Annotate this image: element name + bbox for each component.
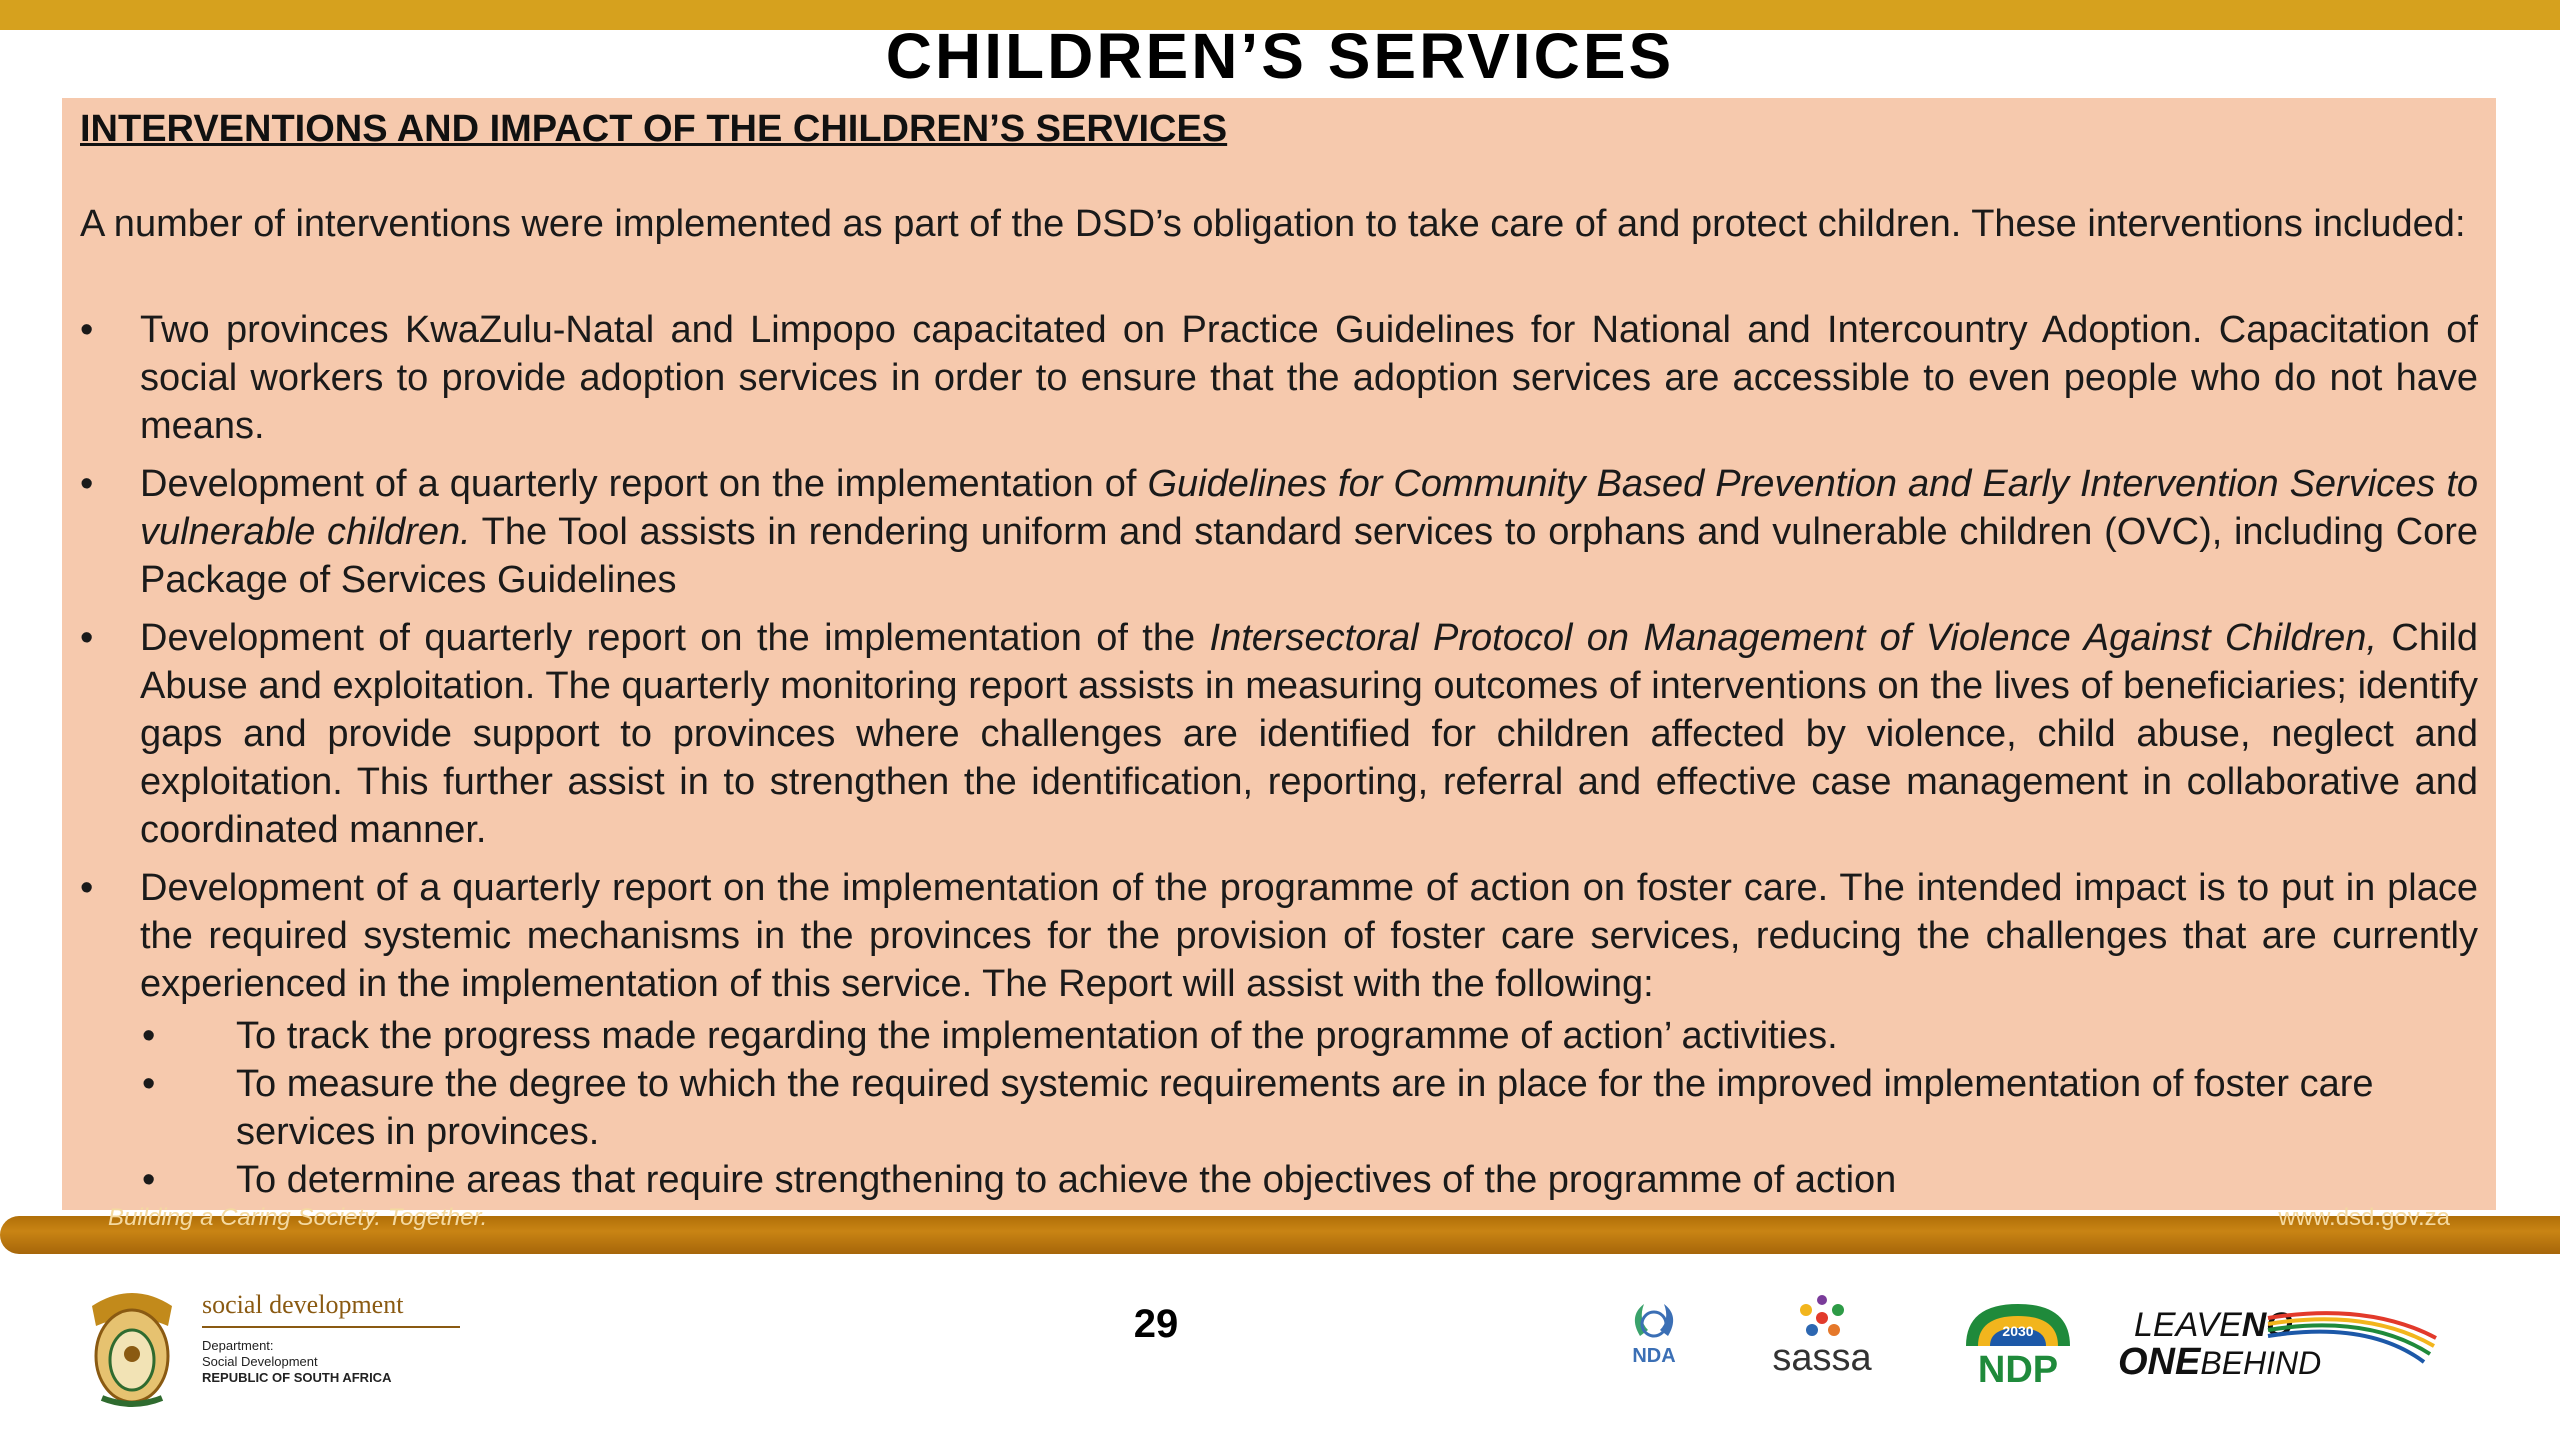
bullet-text-pre: Development of a quarterly report on the implementation of bbox=[140, 463, 1148, 505]
page-number: 29 bbox=[1133, 1302, 1179, 1346]
bullet-text: Two provinces KwaZulu-Natal and Limpopo capacitated on Practice Guidelines for National and Intercountry Adoption. Capacitation of social workers to provide adoption services in order to ensure that the adoption services are accessible to even people who do not have means. bbox=[140, 309, 2478, 447]
slide-title: CHILDREN’S SERVICES bbox=[885, 20, 1675, 92]
bullet-text: Development of a quarterly report on the implementation of the programme of action on foster care. The intended impact is to put in place the required systemic mechanisms in the provinces for the provision of foster care services, reducing the challenges that are currently experienced in the implementation of this service. The Report will assist with the following: bbox=[140, 867, 2478, 1005]
nda-label: NDA bbox=[1632, 1345, 1676, 1367]
bullet-item-adoption bbox=[80, 306, 2478, 450]
bullet-marker: • bbox=[80, 617, 94, 659]
sub-bullet-text: To determine areas that require strengthening to achieve the objectives of the programme of action bbox=[236, 1159, 1897, 1201]
sub-bullet-text: To track the progress made regarding the implementation of the programme of action’ activities. bbox=[236, 1015, 1838, 1057]
ndp-logo-icon bbox=[1956, 1296, 2080, 1388]
sub-bullet-text: To measure the degree to which the required systemic requirements are in place for the improved implementation of foster care services in provinces. bbox=[236, 1063, 2374, 1153]
bullet-text-post: The Tool assists in rendering uniform and standard services to orphans and vulnerable children (OVC), including Core Package of Services Guidelines bbox=[140, 511, 2478, 601]
footer-url[interactable]: www.dsd.gov.za bbox=[2278, 1204, 2450, 1231]
bullet-text-pre: Development of quarterly report on the implementation of the bbox=[140, 617, 1210, 659]
section-heading: INTERVENTIONS AND IMPACT OF THE CHILDREN’S SERVICES bbox=[80, 108, 1228, 150]
leave-no-one-behind-logo-icon bbox=[2118, 1300, 2448, 1380]
dept-line-3: REPUBLIC OF SOUTH AFRICA bbox=[202, 1370, 392, 1385]
nda-logo-icon bbox=[1618, 1296, 1690, 1396]
sub-bullet-marker: • bbox=[142, 1063, 156, 1105]
dept-line-1: Department: bbox=[202, 1338, 274, 1353]
bullet-text-post: Child Abuse and exploitation. The quarterly monitoring report assists in measuring outcomes of interventions on the lives of beneficiaries; identify gaps and provide support to provinces where challenges are identified for children affected by violence, child abuse, neglect and exploitation. This further assist in to strengthen the identification, reporting, referral and effective case management in collaborative and coordinated manner. bbox=[140, 617, 2478, 851]
one-word: ONE bbox=[2118, 1341, 2201, 1380]
dept-line-2: Social Development bbox=[202, 1354, 318, 1369]
sub-bullet-list bbox=[140, 1012, 2478, 1204]
sassa-label: sassa bbox=[1772, 1337, 1872, 1379]
footer-slogan: Building a Caring Society. Together. bbox=[108, 1204, 488, 1231]
behind-word: BEHIND bbox=[2200, 1345, 2322, 1380]
sassa-logo-icon bbox=[1750, 1290, 1895, 1390]
department-name: social development bbox=[202, 1290, 404, 1319]
sub-bullet-item bbox=[140, 1012, 2478, 1060]
bullet-text-italic: Intersectoral Protocol on Management of Violence Against Children, bbox=[1209, 617, 2377, 659]
bullet-item-violence-protocol bbox=[80, 614, 2478, 854]
svg-text:ONEBEHIND bbox=[2118, 1341, 2321, 1380]
bullet-list bbox=[80, 306, 2478, 1214]
bullet-marker: • bbox=[80, 463, 94, 505]
no-word: NO bbox=[2241, 1306, 2293, 1344]
intro-paragraph: A number of interventions were implemented as part of the DSD’s obligation to take care of and protect children. These interventions included: bbox=[80, 203, 2466, 245]
ndp-year: 2030 bbox=[2002, 1323, 2034, 1339]
bullet-marker: • bbox=[80, 309, 94, 351]
sub-bullet-item bbox=[140, 1060, 2478, 1156]
department-subtitle bbox=[202, 1338, 391, 1386]
bullet-item-community-guidelines bbox=[80, 460, 2478, 604]
bullet-marker: • bbox=[80, 867, 94, 909]
ndp-label: NDP bbox=[1977, 1349, 2059, 1388]
bullet-text-italic: Guidelines for Community Based Prevention and Early Intervention Services to vulnerable children. bbox=[140, 463, 2479, 553]
sub-bullet-marker: • bbox=[142, 1159, 156, 1201]
bullet-item-foster-care bbox=[80, 864, 2478, 1204]
leave-word: LEAVE bbox=[2134, 1306, 2242, 1344]
department-divider bbox=[202, 1326, 460, 1328]
sub-bullet-marker: • bbox=[142, 1015, 156, 1057]
